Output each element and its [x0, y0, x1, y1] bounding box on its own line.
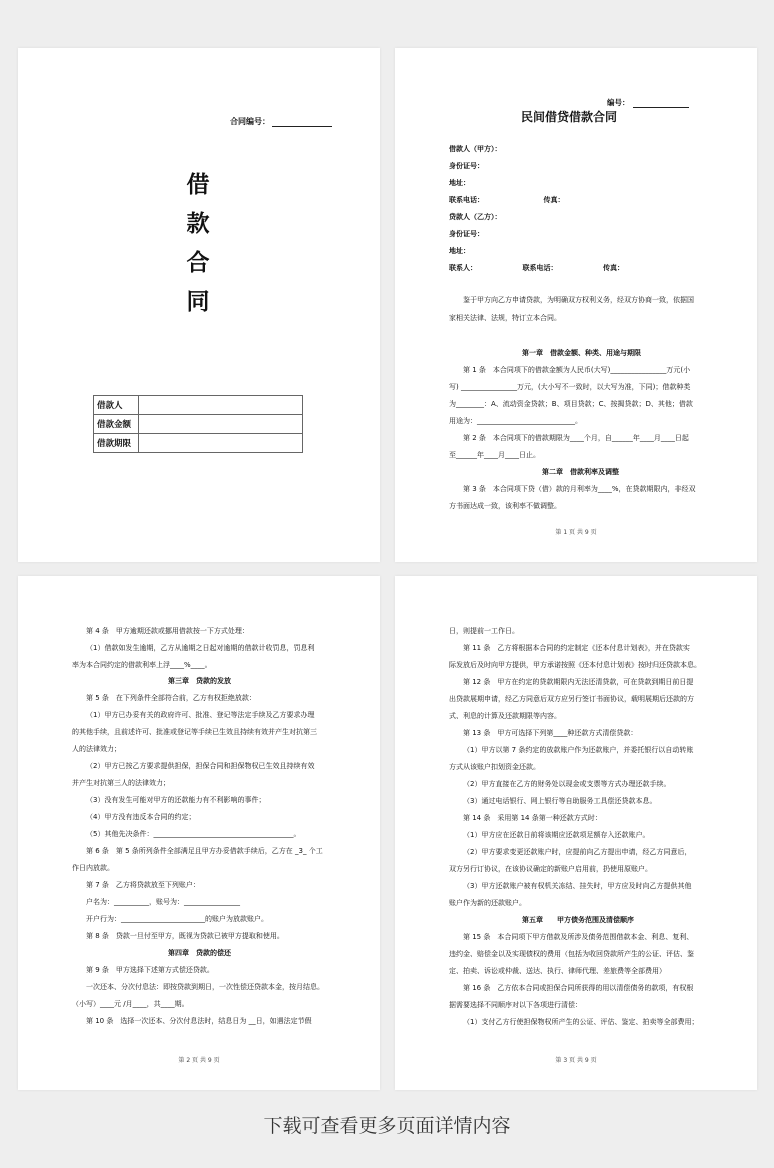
row-value-term [139, 434, 303, 453]
article-line: 第 16 条 乙方依本合同或担保合同所获得的用以清偿债务的款项，有权根 [463, 984, 694, 992]
article-line: （2）甲方已按乙方要求提供担保，担保合同和担保物权已生效且持续有效 [86, 762, 315, 770]
article-line: 户名为：__________，账号为：________________ [86, 898, 240, 906]
chapter-heading: 第五章 甲方债务范围及清偿顺序 [522, 916, 634, 924]
article-line: （3）没有发生可能对甲方的还款能力有不利影响的事件； [86, 796, 266, 804]
article-line: 式、利息的计算及还款期限等内容。 [449, 712, 561, 720]
article-line: 据需要选择不同顺序对以下各项进行清偿： [449, 1001, 582, 1009]
article-line: 开户行为：________________________的账户为放款账户。 [86, 915, 268, 923]
article-line: （1）甲方以第 7 条约定的放款账户作为还款账户，并委托银行以自动转账 [463, 746, 694, 754]
article-line: 第 5 条 在下列条件全部符合前，乙方有权拒绝放款： [86, 694, 256, 702]
row-label-amount: 借款金额 [94, 415, 139, 434]
article-line: 至______年____月____日止。 [449, 451, 540, 459]
article-line: 第 2 条 本合同项下的借款期限为____个月，自______年____月____日起 [463, 434, 689, 442]
table-row [94, 396, 303, 415]
chapter-heading: 第四章 贷款的偿还 [168, 949, 231, 957]
document-title: 民间借贷借款合同 [521, 110, 618, 124]
party-line: 联系人： 联系电话： 传真： [449, 264, 624, 272]
article-line: 第 11 条 乙方将根据本合同的约定制定《还本付息计划表》，并在贷款实 [463, 644, 690, 652]
row-value-borrower [139, 396, 303, 415]
cover-title [183, 166, 213, 322]
article-line: 第 12 条 甲方在约定的贷款期限内无法还清贷款，可在贷款到期日前日提 [463, 678, 694, 686]
article-line: 用途为：____________________________。 [449, 417, 582, 425]
article-line: （5）其他先决条件：________________________________________。 [86, 830, 301, 838]
article-line: 出贷款展期申请，经乙方同意后双方应另行签订书面协议，载明展期后还款的方 [449, 695, 694, 703]
article-line: 第 10 条 选择一次还本、分次付息法时，结息日为 __日，如遇法定节假 [86, 1017, 312, 1025]
table-row [94, 434, 303, 453]
number-blank [633, 100, 689, 108]
chapter-heading: 第二章 借款利率及调整 [542, 468, 619, 476]
article-line: 人的法律效力； [72, 745, 121, 753]
article-line: （3）通过电话银行、网上银行等自助服务工具偿还贷款本息。 [463, 797, 657, 805]
page-number: 第 2 页 共 9 页 [178, 1057, 220, 1064]
article-line: 第 7 条 乙方将贷款放至下列账户： [86, 881, 200, 889]
contract-number-blank [272, 118, 332, 127]
article-line: 第 15 条 本合同项下甲方借款及所涉及债务范围借款本金、利息、复利、 [463, 933, 694, 941]
contract-number-field [607, 97, 689, 108]
intro-line: 鉴于甲方向乙方申请贷款，为明确双方权利义务，经双方协商一致，依据国 [463, 296, 694, 304]
article-line: 方书面达成一致，该利率不做调整。 [449, 502, 561, 510]
page-number: 第 1 页 共 9 页 [555, 529, 597, 536]
article-line: 率为本合同约定的借款利率上浮____%____。 [72, 661, 212, 669]
article-line: 第 9 条 甲方选择下述第方式偿还贷款。 [86, 966, 214, 974]
article-line: （1）甲方已办妥有关的政府许可、批准、登记等法定手续及乙方要求办理 [86, 711, 315, 719]
article-line: 第 8 条 贷款一旦付至甲方，既视为贷款已被甲方提取和使用。 [86, 932, 284, 940]
party-line: 身份证号： [449, 230, 484, 238]
article-line: 一次还本、分次付息法：即按贷款到期日，一次性偿还贷款本金，按月结息。 [86, 983, 324, 991]
article-line: （2）甲方要求变更还款账户时，应提前向乙方提出申请，经乙方同意后， [463, 848, 692, 856]
article-line: （4）甲方没有违反本合同的约定； [86, 813, 196, 821]
contract-number-label: 合同编号： [230, 117, 270, 126]
cover-title-char: 合 [186, 250, 210, 276]
article-line: 第 3 条 本合同项下贷（借）款的月利率为____%，在贷款期限内，非经双 [463, 485, 696, 493]
cover-title-char: 款 [186, 211, 210, 237]
contract-number-field [230, 116, 332, 127]
number-label: 编号： [607, 98, 630, 107]
article-line: 违约金、赔偿金以及实现债权的费用（包括为收回贷款所产生的公证、评估、鉴 [449, 950, 694, 958]
chapter-heading: 第三章 贷款的发放 [168, 677, 231, 685]
row-label-term: 借款期限 [94, 434, 139, 453]
table-row [94, 415, 303, 434]
article-line: 日，则提前一工作日。 [449, 627, 519, 635]
cover-page [18, 48, 380, 562]
cover-title-char: 借 [186, 172, 210, 198]
contract-page-3 [395, 576, 757, 1090]
cover-info-table [93, 395, 303, 453]
party-line: 贷款人（乙方）： [449, 213, 502, 221]
article-line: 际发放后及时向甲方提供，甲方承诺按照《还本付息计划表》按时归还贷款本息。 [449, 661, 701, 669]
article-line: 第 6 条 第 5 条所列条件全部满足且甲方办妥借款手续后，乙方在 _3_ 个工 [86, 847, 323, 855]
party-line: 身份证号： [449, 162, 484, 170]
article-line: 第 1 条 本合同项下的借款金额为人民币(大写)________________万元(小 [463, 366, 691, 374]
article-line: 写) ________________万元，(大小写不一致时，以大写为准，下同)；借款种类 [449, 383, 691, 391]
row-value-amount [139, 415, 303, 434]
article-line: （3）甲方还款账户被有权机关冻结、挂失时，甲方应及时向乙方提供其他 [463, 882, 692, 890]
article-line: 定、拍卖、诉讼或仲裁、送达、执行、律师代理、差旅费等全部费用） [449, 967, 666, 975]
article-line: 方式从该账户扣划资金还款。 [449, 763, 540, 771]
article-line: （2）甲方直接在乙方的财务处以现金或支票等方式办理还款手续。 [463, 780, 671, 788]
article-line: 第 14 条 采用第 14 条第一种还款方式时： [463, 814, 602, 822]
article-line: （小写）____元 /月____，共____期。 [72, 1000, 189, 1008]
download-more-caption[interactable]: 下载可查看更多页面详情内容 [263, 1115, 511, 1137]
article-line: 的其他手续，且前述许可、批准或登记等手续已生效且持续有效并产生对抗第三 [72, 728, 317, 736]
article-line: 为________：A、流动资金贷款；B、项目贷款；C、按揭贷款；D、其他；借款 [449, 400, 693, 408]
article-line: 双方另行订协议，在该协议确定的新账户启用前，扔使用原账户。 [449, 865, 652, 873]
article-line: 第 4 条 甲方逾期还款或挪用借款按一下方式处理： [86, 627, 249, 635]
article-line: 并产生对抗第三人的法律效力； [72, 779, 170, 787]
party-line: 借款人（甲方）： [449, 145, 502, 153]
article-line: 第 13 条 甲方可选择下列第____种还款方式清偿贷款： [463, 729, 638, 737]
intro-line: 家相关法律、法规，特订立本合同。 [449, 314, 561, 322]
contract-page-1 [395, 48, 757, 562]
article-line: 账户作为新的还款账户。 [449, 899, 526, 907]
party-line: 地址： [449, 179, 470, 187]
article-line: （1）借款如发生逾期，乙方从逾期之日起对逾期的借款计收罚息，罚息利 [86, 644, 315, 652]
party-line: 地址： [449, 247, 470, 255]
article-line: 作日内放款。 [72, 864, 114, 872]
row-label-borrower: 借款人 [94, 396, 139, 415]
cover-title-char: 同 [186, 289, 210, 315]
article-line: （1）甲方应在还款日前将该期应还款项足额存入还款账户。 [463, 831, 650, 839]
article-line: （1）支付乙方行使担保物权所产生的公证、评估、鉴定、拍卖等全部费用； [463, 1018, 699, 1026]
party-line: 联系电话： 传真： [449, 196, 565, 204]
contract-page-2 [18, 576, 380, 1090]
chapter-heading: 第一章 借款金额、种类、用途与期限 [522, 349, 641, 357]
page-number: 第 3 页 共 9 页 [555, 1057, 597, 1064]
